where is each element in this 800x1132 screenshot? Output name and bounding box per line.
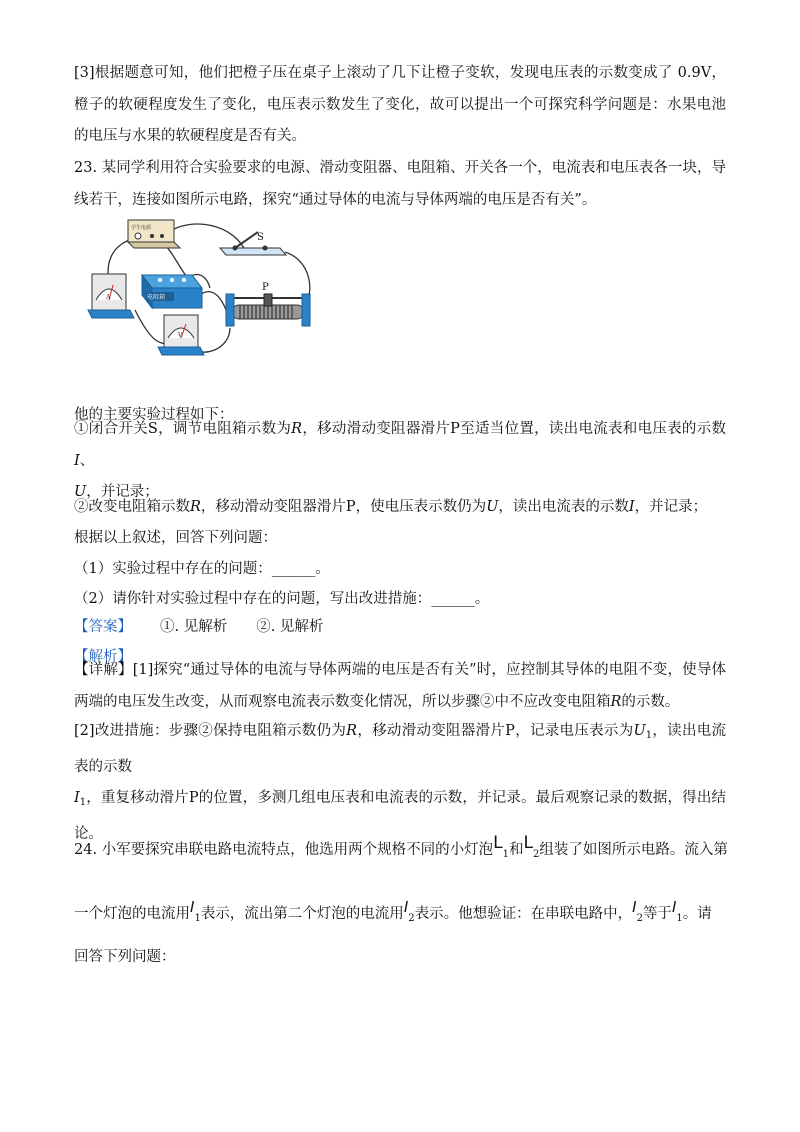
sub-question-1: （1）实验过程中存在的问题：______。 — [74, 560, 330, 577]
voltmeter — [158, 315, 204, 355]
answer-line — [74, 617, 734, 637]
power-label: 学生电源 — [131, 225, 152, 231]
box-label: 电阻箱 — [147, 294, 166, 301]
question-23: 23. 某同学利用符合实验要求的电源、滑动变阻器、电阻箱、开关各一个，电流表和电压表各一块，导线若干，连接如图所示电路，探究“通过导体的电流与导体两端的电压是否有关”。 — [74, 160, 726, 208]
detail-paragraph: 【详解】[1]探究“通过导体的电流与导体两端的电压是否有关”时，应控制其导体的电阻不变，使导体两端的电压发生改变，从而观察电流表示数变化情况，所以步骤②中不应改变电阻箱R的示数。 — [74, 662, 726, 710]
voltmeter-label: V — [178, 332, 183, 339]
question-24-line-3: 回答下列问题： — [74, 948, 176, 965]
switch-label: S — [257, 232, 264, 243]
sub-question-2: （2）请你针对实验过程中存在的问题，写出改进措施：______。 — [74, 590, 490, 607]
step-1: ①闭合开关S，调节电阻箱示数为R，移动滑动变阻器滑片P至适当位置，读出电流表和电压表的示数I、 U，并记录； — [74, 421, 726, 500]
slider-label: P — [262, 282, 269, 293]
ammeter-label: A — [106, 294, 111, 301]
ammeter — [88, 274, 134, 318]
rheostat — [226, 282, 310, 326]
process-intro: 他的主要实验过程如下： — [74, 406, 234, 423]
circuit-figure — [80, 210, 320, 360]
step-2: ②改变电阻箱示数R，移动滑动变阻器滑片P，使电压表示数仍为U，读出电流表的示数I，并记录； — [74, 498, 708, 515]
analysis-tag: 【解析】 — [74, 648, 132, 665]
answer-text: ①. 见解析 ②. 见解析 — [160, 618, 324, 635]
power-supply — [128, 220, 180, 248]
answer-tag: 【答案】 — [74, 618, 132, 635]
resistance-box — [142, 275, 202, 308]
paragraph-previous-answer: [3]根据题意可知，他们把橙子压在桌子上滚动了几下让橙子变软，发现电压表的示数变成了 0.9V，橙子的软硬程度发生了变化，电压表示数发生了变化，故可以提出一个可探究科学问题是：水果电池的电压与水果的软硬程度是否有关。 — [74, 65, 726, 144]
answer-prompt: 根据以上叙述，回答下列问题： — [74, 529, 277, 546]
improve-paragraph: [2]改进措施：步骤②保持电阻箱示数仍为R，移动滑动变阻器滑片P，记录电压表示为$U_1$，读出电流表的示数 $I_1$，重复移动滑片P的位置，多测几组电压表和电流表的示数，并记录。最后观察记录的数据，得出结论。 — [74, 723, 727, 842]
question-24-line-2: 一个灯泡的电流用$I_1$表示，流出第二个灯泡的电流用$I_2$表示。他想验证：在串联电路中，$I_2$等于$I_1$。请 — [74, 897, 712, 924]
switch — [220, 232, 286, 255]
question-24-line-1: 24. 小军要探究串联电路电流特点，他选用两个规格不同的小灯泡$L_1$和$L_2$组装了如图所示电路。流入第 — [74, 832, 728, 860]
